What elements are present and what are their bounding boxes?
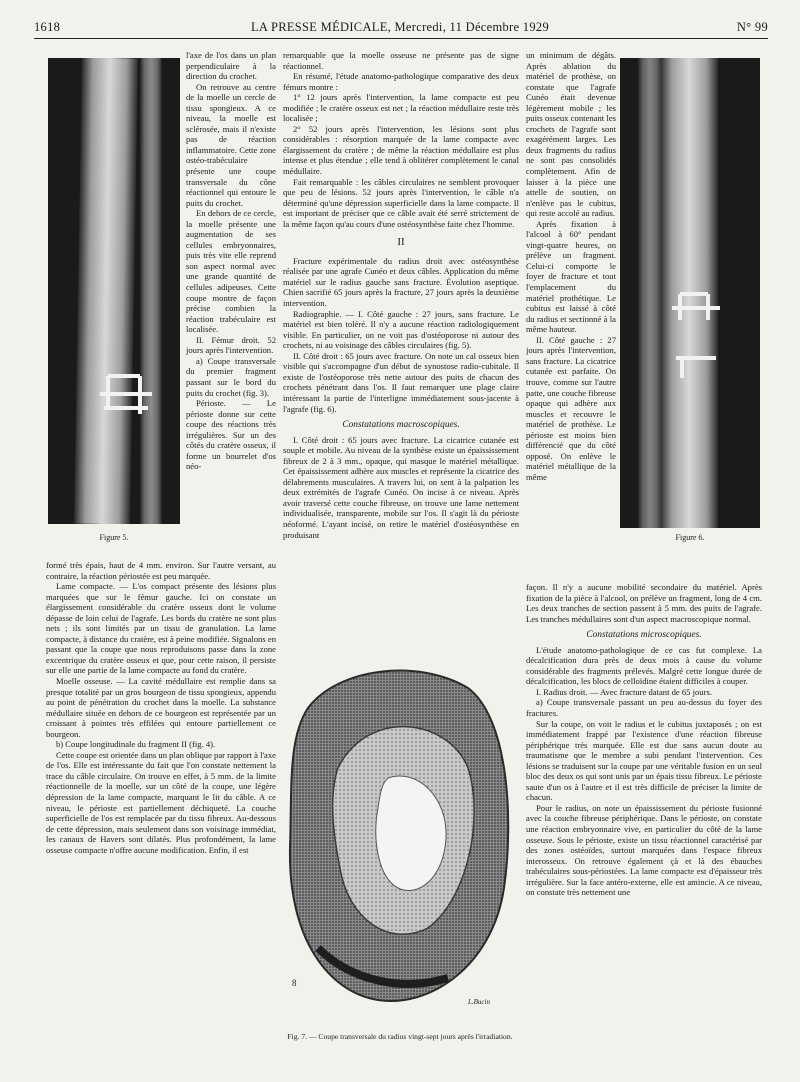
paragraph: Cette coupe est orientée dans un plan oblique par rapport à l'axe de l'os. Elle est intéressante du fait que l'on constate nettement la trace du câble circulaire. On trouve en effet, à 5 mm. de la limite réactionnelle de la moelle, sur un côté de la coupe, une légère dépression de la lame compacte, marquant le lit du câble. A ce niveau, le périoste est partiellement déchiqueté. La couche superficielle de l'os est remplacée par du tissu fibreux. Au-dessous de cette dépression, mais seulement dans son voisinage immédiat, les canaux de Havers sont dilatés. Plus profondément, la lame osseuse compacte n'offre aucune modification. Enfin, il est: [46, 749, 276, 855]
subsection-heading: Constatations microscopiques.: [586, 630, 702, 641]
column-1-lower: [46, 560, 276, 1064]
paragraph: 2° 52 jours après l'intervention, les lésions sont plus considérables : résorption marquée de la lame compacte avec élargissement du cratère ; de même la réaction médullaire est plus intense et plus étendue ; elle tend à oblitérer complètement le canal médullaire.: [283, 123, 519, 177]
column-2: [283, 50, 519, 642]
figure-6-xray: [620, 58, 760, 528]
section-heading: II: [397, 236, 405, 249]
figure-7-mark: 8: [292, 978, 297, 988]
paragraph: l'axe de l'os dans un plan perpendiculaire à la direction du crochet.: [186, 50, 276, 82]
paragraph: I. Côté droit : 65 jours avec fracture. La cicatrice cutanée est souple et mobile. Au niveau de la synthèse existe un épaississement fibreux de 2 à 3 mm., opaque, qui masque le matériel métallique. Cet épaississement adhère aux muscles et représente la cicatrice des délabrements musculaires. A travers lui, on sent à la palpation les deux extrémités de l'agrafe Cunéo. On incise à ce niveau. Après avoir traversé cette couche fibreuse, on trouve une lame nettement individualisée, transparente, mobile sur l'os. Il s'agit là du périoste néoformé. L'ayant incisé, on retire le matériel d'ostéosynthèse en produisant: [283, 434, 519, 540]
paragraph: b) Coupe longitudinale du fragment II (fig. 4).: [56, 739, 216, 750]
paragraph: a) Coupe transversale du premier fragment passant sur le bord du puits du crochet (fig. 3).: [186, 355, 276, 398]
paragraph: L'étude anatomo-pathologique de ce cas fut complexe. La décalcification dura près de deux mois à cause du volume considérable des fragments prélevés. Malgré cette longue durée de décalcification, les blocs de celloïdine étaient difficiles à couper.: [526, 644, 762, 687]
figure-7-signature: L.Bucin: [468, 998, 490, 1006]
paragraph: II. Côté droit : 65 jours avec fracture. On note un cal osseux bien visible qui s'accompagne d'un début de synostose radio-cubitale. Il existe de l'ostéoporose très nette autour des puits de chacun des crochets pénétrant dans l'os. Il faut remarquer une plage claire intéressant la partie de l'interligne immédiatement sous-jacente à l'agrafe (fig. 6).: [283, 350, 519, 414]
figure-7-histology: [278, 648, 522, 1028]
paragraph: Fait remarquable : les câbles circulaires ne semblent provoquer que peu de lésions. 52 jours après l'intervention, le câble n'a déterminé qu'une dépression superficielle dans la lame compacte. Il est important de préciser que ce câble avait été serré strictement de la même façon qu'au cours d'une ostéosynthèse faite chez l'homme.: [283, 176, 519, 229]
paragraph: Périoste. — Le périoste donne sur cette coupe des réactions très irrégulières. Sur un des côtés du cratère osseux, il forme un bourrelet d'os néo-: [186, 398, 276, 472]
paragraph: Moelle osseuse. — La cavité médullaire est remplie dans sa presque totalité par un gros bourgeon de tissu spongieux, appendu au point de pénétration du crochet dans la moelle. La substance médullaire située en dehors de ce bourgeon est représentée par un croissant à pointes très effilées qui entoure partiellement ce bourgeon.: [46, 676, 276, 739]
agrafe-icon: [48, 58, 180, 524]
figure-7-caption: Fig. 7. — Coupe transversale du radius vingt-sept jours après l'irradiation.: [287, 1032, 513, 1041]
figure-6-caption: Figure 6.: [675, 533, 705, 542]
paragraph: II. Fémur droit. 52 jours après l'intervention.: [186, 334, 276, 356]
paragraph: Après fixation à l'alcool à 60° pendant vingt-quatre heures, on prélève un fragment. Celui-ci comporte le foyer de fracture et tout l'emplacement du matériel prothétique. Le cubitus est laissé à côté du radius et sectionné à la même hauteur.: [526, 218, 616, 335]
paragraph: En résumé, l'étude anatomo-pathologique comparative des deux fémurs montre :: [283, 71, 519, 92]
paragraph: 1° 12 jours après l'intervention, la lame compacte est peu modifiée ; le cratère osseux est net ; la réaction médullaire reste très localisée ;: [283, 92, 519, 124]
journal-title: LA PRESSE MÉDICALE, Mercredi, 11 Décembre 1929: [250, 20, 549, 34]
paragraph: En dehors de ce cercle, la moelle présente une augmentation de ses cellules embryonnaires, puis très vite elle reprend son aspect normal avec une grande quantité de cellules adipeuses. Cette coupe montre de façon précise combien la réaction trabéculaire est localisée.: [186, 208, 276, 335]
figure-5-xray: [48, 58, 180, 524]
column-3-narrow: [526, 50, 616, 580]
paragraph: a) Coupe transversale passant un peu au-dessus du foyer des fractures.: [526, 697, 762, 719]
subsection-heading: Constatations macroscopiques.: [342, 420, 460, 431]
column-1-narrow: [186, 50, 276, 472]
paragraph: façon. Il n'y a aucune mobilité secondaire du matériel. Après fixation de la pièce à l'alcool, on prélève un fragment, long de 4 cm. Les deux tranches de section passent à 5 mm. des puits de l'agrafe. Les tranches médullaires sont d'un aspect macroscopique normal.: [526, 582, 762, 624]
page-number: 1618: [34, 20, 61, 34]
paragraph: un minimum de dégâts. Après ablation du matériel de prothèse, on constate que l'agrafe Cunéo était devenue légèrement mobile ; les puits osseux contenant les crochets de l'agrafe sont exagérément larges. Les deux fragments du radius ne sont pas consolidés complètement. Afin de laisser à la pièce une attelle de soutien, on n'enlève pas le cubitus, qui reste accolé au radius.: [526, 50, 616, 219]
figure-5-caption: Figure 5.: [99, 533, 129, 542]
paragraph: remarquable que la moelle osseuse ne présente pas de signe réactionnel.: [283, 50, 519, 71]
paragraph: formé très épais, haut de 4 mm. environ. Sur l'autre versant, au contraire, la réaction périostée est peu marquée.: [46, 560, 276, 581]
paragraph: I. Radius droit. — Avec fracture datant de 65 jours.: [536, 686, 712, 697]
page-header: [0, 14, 800, 40]
paragraph: On retrouve au centre de la moelle un cercle de tissu spongieux. A ce niveau, la moelle est sclérosée, mais il n'existe pas de réaction inflammatoire. Cette zone ostéo-trabéculaire présente une coupe transversale du cône réactionnel qui entoure le puits du crochet.: [186, 81, 276, 208]
agrafe-icon: [620, 58, 760, 528]
paragraph: Sur la coupe, on voit le radius et le cubitus juxtaposés ; on est immédiatement frappé par l'existence d'une réaction fibreuse périphérique très marquée. Elle est due sans aucun doute au traumatisme que le membre a subi pendant l'intervention. Ces lésions se traduisent sur la coupe par une véritable fusion en un seul bloc des deux os qui sont unis par un épais tissu fibreux. Le périoste saute d'un os à l'autre et il est très difficile de préciser la limite de chacun.: [526, 718, 762, 803]
column-3-lower: [526, 582, 762, 1066]
paragraph: II. Côté gauche : 27 jours après l'intervention, sans fracture. La cicatrice cutanée est parfaite. On trouve, comme sur l'autre patte, une couche fibreuse opaque qui adhère aux muscles et recouvre le matériel de prothèse. Le périoste est moins bien différencié que du côté opposé. On enlève le matériel métallique de la même: [526, 334, 616, 482]
paragraph: Fracture expérimentale du radius droit avec ostéosynthèse réalisée par une agrafe Cunéo et deux câbles. Application du même matériel sur le radius gauche sans fracture. Évolution aseptique. Chien sacrifié 65 jours après la fracture, 27 jours après la deuxième intervention.: [283, 255, 519, 309]
issue-number: N° 99: [736, 20, 768, 34]
header-rule: [34, 38, 768, 39]
paragraph: Lame compacte. — L'os compact présente des lésions plus marquées que sur le fémur gauche. Ici on constate un élargissement considérable du cratère osseux dont le volume dépasse de loin celui de l'agrafe. Les bords du cratère ne sont plus nets ; ils sont limités par un tissu de granulation. La lame compacte, à distance du cratère, est à peine modifiée. Signalons en passant que la coupe que nous reproduisons passe dans la zone excentrique du cratère osseux et que, pour cette raison, il persiste sur elle une partie de la lame compacte au fond du cratère.: [46, 581, 276, 676]
paragraph: Pour le radius, on note un épaississement du périoste fusionné avec la couche fibreuse périphérique. Dans le périoste, on constate une réaction embryonnaire vive, en particulier du côté de la lame osseuse. Sous le périoste, existe un tissu réactionnel caractérisé par des zones ostéoïdes, surtout marquées dans l'espace fibreux interosseux. On retrouve également çà et là des ébauches trabéculaires sous-périostées. La lame compacte est d'épaisseur très irrégulière. Sur la face antéro-externe, elle est amincie. A ce niveau, on constate très nettement une: [526, 802, 762, 898]
paragraph: Radiographie. — I. Côté gauche : 27 jours, sans fracture. Le matériel est bien toléré. Il n'y a aucune réaction radiologiquement visible. En particulier, on ne voit pas d'ostéoporose ni autour des crochets, ni au voisinage des câbles circulaires (fig. 5).: [283, 308, 519, 351]
